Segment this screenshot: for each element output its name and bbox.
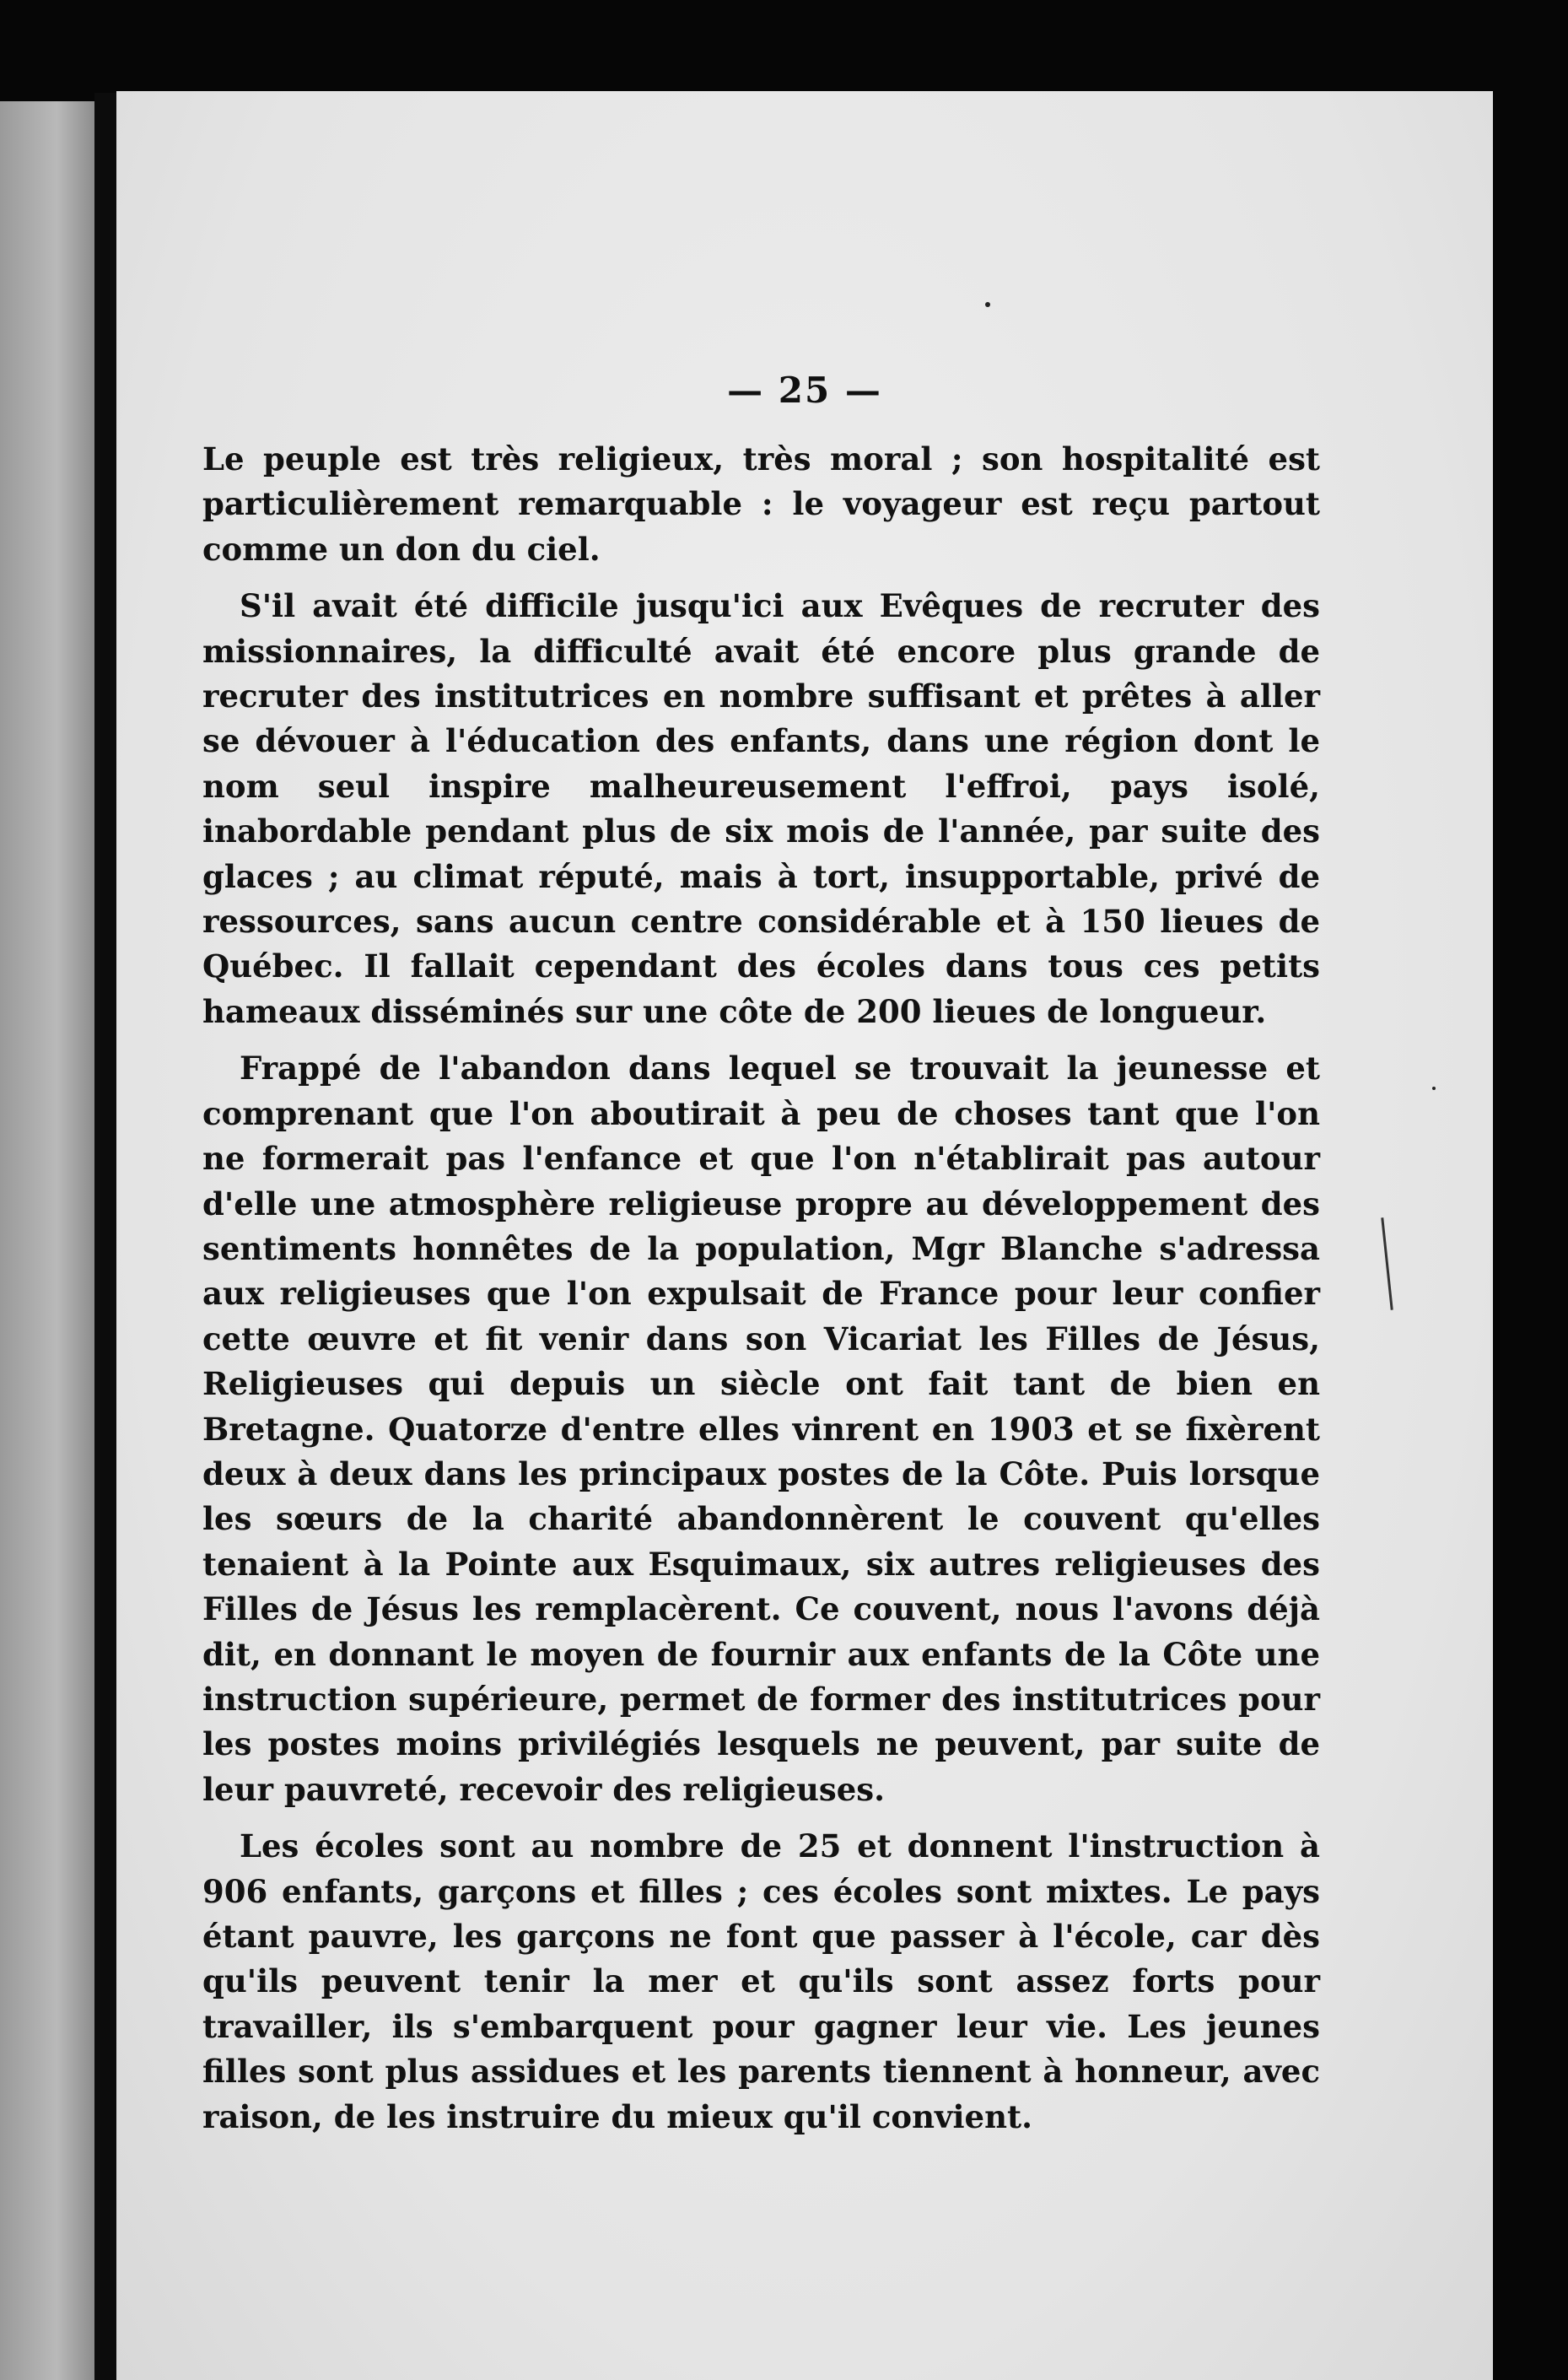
paragraph-3: Frappé de l'abandon dans lequel se trouvait la jeunesse et comprenant que l'on aboutirait à peu de choses tant que l'on ne formerait pas l'enfance et que l'on n'établirait pas autour d'elle une atmosphère religieuse propre au développement des sentiments honnêtes de la population, Mgr Blanche s'adressa aux religieuses que l'on expulsait de France pour leur confier cette œuvre et fit venir dans son Vicariat les Filles de Jésus, Religieuses qui depuis un siècle ont fait tant de bien en Bretagne. Quatorze d'entre elles vinrent en 1903 et se fixèrent deux à deux dans les principaux postes de la Côte. Puis lorsque les sœurs de la charité abandonnèrent le couvent qu'elles tenaient à la Pointe aux Esquimaux, six autres religieuses des Filles de Jésus les remplacèrent. Ce couvent, nous l'avons déjà dit, en donnant le moyen de fournir aux enfants de la Côte une instruction supérieure, permet de former des institutrices pour les postes moins privilégiés lesquels ne peuvent, par suite de leur pauvreté, recevoir des religieuses. bbox=[202, 1050, 1320, 1808]
paragraph-1: Le peuple est très religieux, très moral ; son hospitalité est particulièrement remarquable : le voyageur est reçu partout comme un don du ciel. bbox=[202, 440, 1320, 568]
paper-speck bbox=[985, 302, 990, 307]
facing-page-edge bbox=[0, 101, 94, 2380]
paragraph-4: Les écoles sont au nombre de 25 et donnent l'instruction à 906 enfants, garçons et filles ; ces écoles sont mixtes. Le pays étant pauvre, les garçons ne font que passer à l'école, car dès qu'ils peuvent tenir la mer et qu'ils sont assez forts pour travailler, ils s'embarquent pour gagner leur vie. Les jeunes filles sont plus assidues et les parents tiennent à honneur, avec raison, de les instruire du mieux qu'il convient. bbox=[202, 1827, 1320, 2135]
page-number: — 25 — bbox=[727, 370, 882, 411]
book-gutter bbox=[94, 93, 116, 2380]
book-page bbox=[116, 91, 1493, 2380]
margin-scratch-mark bbox=[1381, 1217, 1393, 1310]
paper-speck bbox=[1432, 1087, 1436, 1090]
paragraph-2: S'il avait été difficile jusqu'ici aux Evêques de recruter des missionnaires, la difficulté avait été encore plus grande de recruter des institutrices en nombre suffisant et prêtes à aller se dévouer à l'éducation des enfants, dans une région dont le nom seul inspire malheureusement l'effroi, pays isolé, inabordable pendant plus de six mois de l'année, par suite des glaces ; au climat réputé, mais à tort, insupportable, privé de ressources, sans aucun centre considérable et à 150 lieues de Québec. Il fallait cependant des écoles dans tous ces petits hameaux disséminés sur une côte de 200 lieues de longueur. bbox=[202, 587, 1320, 1030]
body-text bbox=[202, 437, 1320, 2151]
